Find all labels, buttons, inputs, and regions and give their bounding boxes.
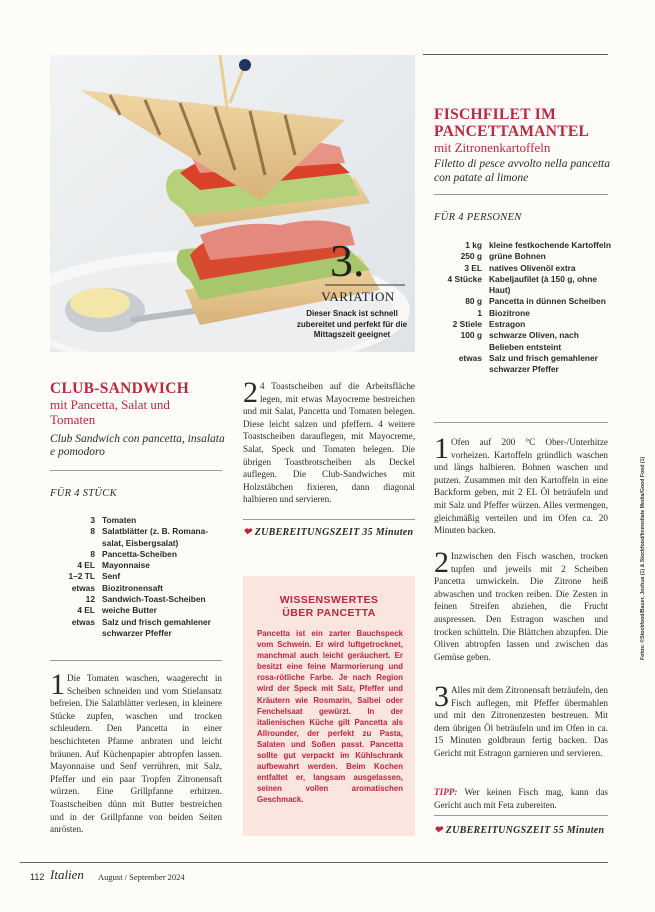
pancetta-info-box <box>243 576 415 836</box>
fish-time: ❤ ZUBEREITUNGSZEIT 55 Minuten <box>434 825 605 836</box>
info-box-title: WISSENSWERTES ÜBER PANCETTA <box>279 594 379 619</box>
fish-rule-1 <box>434 194 608 195</box>
photo-credit: Fotos: ©Stockfood/Bauer, Joshua (1) & Stockfood/Immediate Media/Good Food (1) <box>640 456 646 660</box>
heart-icon: ❤ <box>434 825 443 836</box>
fish-title: FISCHFILET IM PANCETTAMANTEL <box>434 106 590 140</box>
ingredient-row: 8 Salatblätter (z. B. Romana-salat, Eisbergsalat) <box>90 526 209 548</box>
ingredient-row: 3 EL natives Olivenöl extra <box>464 262 576 273</box>
club-time: ❤ ZUBEREITUNGSZEIT 35 Minuten <box>243 527 414 538</box>
ingredient-row: 100 g schwarze Oliven, nach Belieben entsteint <box>460 330 579 352</box>
heart-icon: ❤ <box>243 527 252 538</box>
footer-rule <box>20 862 608 863</box>
top-rule <box>423 54 608 55</box>
fish-tip: TIPP: Wer keinen Fisch mag, kann das Gericht auch mit Feta zubereiten. <box>434 787 608 810</box>
sandwich-illustration <box>50 55 415 352</box>
sandwich-photo <box>50 55 415 352</box>
brand-logo: Italien <box>50 867 84 882</box>
variation-caption: Dieser Snack ist schnell zubereitet und perfekt für die Mittagszeit geeignet <box>296 309 408 339</box>
fish-ingredients <box>434 240 614 376</box>
ingredient-row: etwas Salz und frisch gemahlener schwarzer Pfeffer <box>458 352 598 375</box>
club-title: CLUB-SANDWICH <box>50 380 190 397</box>
ingredient-row: 4 Stücke Kabeljaufilet (à 150 g, ohne Haut) <box>447 273 597 296</box>
variation-number: 3. <box>330 235 365 286</box>
fish-step-2: 2 Inzwischen den Fisch waschen, trocken tupfen und jeweils mit 2 Scheiben Pancetta umwickeln. Die Zitrone heiß abwaschen und trocken reiben. Die Zesten in feinen Streifen abziehen, die Frucht auspressen. Den Estragon waschen und trocken schütteln. Die Blättchen abzupfen. Die Oliven abtropfen lassen und zwischen das Gemüse geben. <box>434 546 608 662</box>
fish-rule-2 <box>434 422 608 423</box>
fish-italian-title: Filetto di pesce avvolto nella pancetta con patate al limone <box>434 158 610 184</box>
club-subtitle: mit Pancetta, Salat und Tomaten <box>50 397 170 427</box>
fish-subtitle: mit Zitronenkartoffeln <box>434 140 551 155</box>
fish-servings: FÜR 4 PERSONEN <box>434 212 522 223</box>
ingredient-row: 250 g grüne Bohnen <box>460 251 546 262</box>
fish-step-3: 3 Alles mit dem Zitronensaft beträufeln, den Fisch auflegen, mit Pfeffer übermahlen und mit den Zitronenzesten bestreuen. Mit dem übrigen Öl beträufeln und im Ofen in ca. 15 Minuten goldbraun fertig backen. Das Gericht mit Estragon garnieren und servieren. <box>434 680 608 758</box>
ingredient-row: 1 Biozitrone <box>477 307 530 318</box>
ingredient-row: etwas Salz und frisch gemahlener schwarzer Pfeffer <box>71 616 211 638</box>
club-rule-3 <box>243 519 415 520</box>
club-rule-1 <box>50 470 222 471</box>
ingredient-row: 3 Tomaten <box>90 515 137 525</box>
ingredient-row: 8 Pancetta-Scheiben <box>90 548 177 559</box>
ingredient-row: 2 Stiele Estragon <box>452 319 526 330</box>
ingredient-row: 1 kg kleine festkochende Kartoffeln <box>465 240 611 250</box>
ingredient-row: 1–2 TL Senf <box>68 571 121 582</box>
club-servings: FÜR 4 STÜCK <box>50 488 117 499</box>
club-rule-2 <box>50 660 222 661</box>
ingredient-row: 4 EL Mayonnaise <box>77 560 150 571</box>
ingredient-row: 4 EL weiche Butter <box>77 605 157 616</box>
fish-rule-3 <box>434 815 608 816</box>
ingredient-row: 12 Sandwich-Toast-Scheiben <box>85 594 206 605</box>
info-box-text: Pancetta ist ein zarter Bauchspeck vom Schwein. Er wird luftgetrocknet, manchmal auch leicht geräuchert. Er besitzt eine feine Marmorierung und rosa-rötliche Farbe. Je nach Region wird der Speck mit Salz, Pfeffer und Kräutern wie Rosmarin, Salbei oder Fenchelsaat gewürzt. In der italienischen Küche gilt Pancetta als Allrounder, der perfekt zu Pasta, Salaten und Soßen passt. Pancetta sollte gut verpackt im Kühlschrank aufbewahrt werden. Beim Kochen entfaltet er, langsam ausgelassen, seinen vollen aromatischen Geschmack. <box>257 629 403 805</box>
club-step-2: 2 4 Toastscheiben auf die Arbeitsfläche legen, mit etwas Mayocreme bestreichen und mit Salat, Pancetta und Tomaten belegen. Diese leicht salzen und pfeffern. 4 weitere Toastscheiben darauflegen, mit Mayocreme, Salat, Speck und Tomaten belegen. Die übrigen Toastbrotscheiben als Deckel auflegen. Die Club-Sandwiches mit Holzstäbchen fixieren, dann diagonal halbieren und servieren. <box>243 376 415 505</box>
club-ingredients <box>50 515 222 639</box>
ingredient-row: etwas Biozitronensaft <box>71 582 163 593</box>
ingredient-row: 80 g Pancetta in dünnen Scheiben <box>465 296 606 307</box>
fish-step-1: 1 Ofen auf 200 °C Ober-/Unterhitze vorheizen. Kartoffeln gründlich waschen und längs halbieren. Bohnen waschen und putzen. Zusammen mit den Kartoffeln in eine Backform geben, mit 2 EL Öl beträufeln und mit Salz und Pfeffer würzen. Alles vermengen, gleichmäßig verteilen und im Ofen ca. 20 Minuten backen. <box>434 432 608 536</box>
page-number: 112 <box>30 872 45 882</box>
variation-label: VARIATION <box>321 289 395 304</box>
club-step-1: 1 Die Tomaten waschen, waagerecht in Scheiben schneiden und vom Stielansatz befreien. Die Salatblätter verlesen, in kleinere Stücke zupfen, waschen und trocken schleudern. Den Pancetta in einer beschichteten Pfanne anbraten und leicht bräunen. Auf Küchenpapier abtropfen lassen. Mayonnaise und Senf verrühren, mit Salz, Pfeffer und ein paar Tropfen Zitronensaft würzen. Eine Grillpfanne erhitzen. Toastscheiben dünn mit Butter bestreichen und in der Grillpfanne von beiden Seiten anrösten. <box>50 668 222 835</box>
issue-date: August / September 2024 <box>98 872 185 882</box>
club-italian-title: Club Sandwich con pancetta, insalata e pomodoro <box>50 433 225 458</box>
